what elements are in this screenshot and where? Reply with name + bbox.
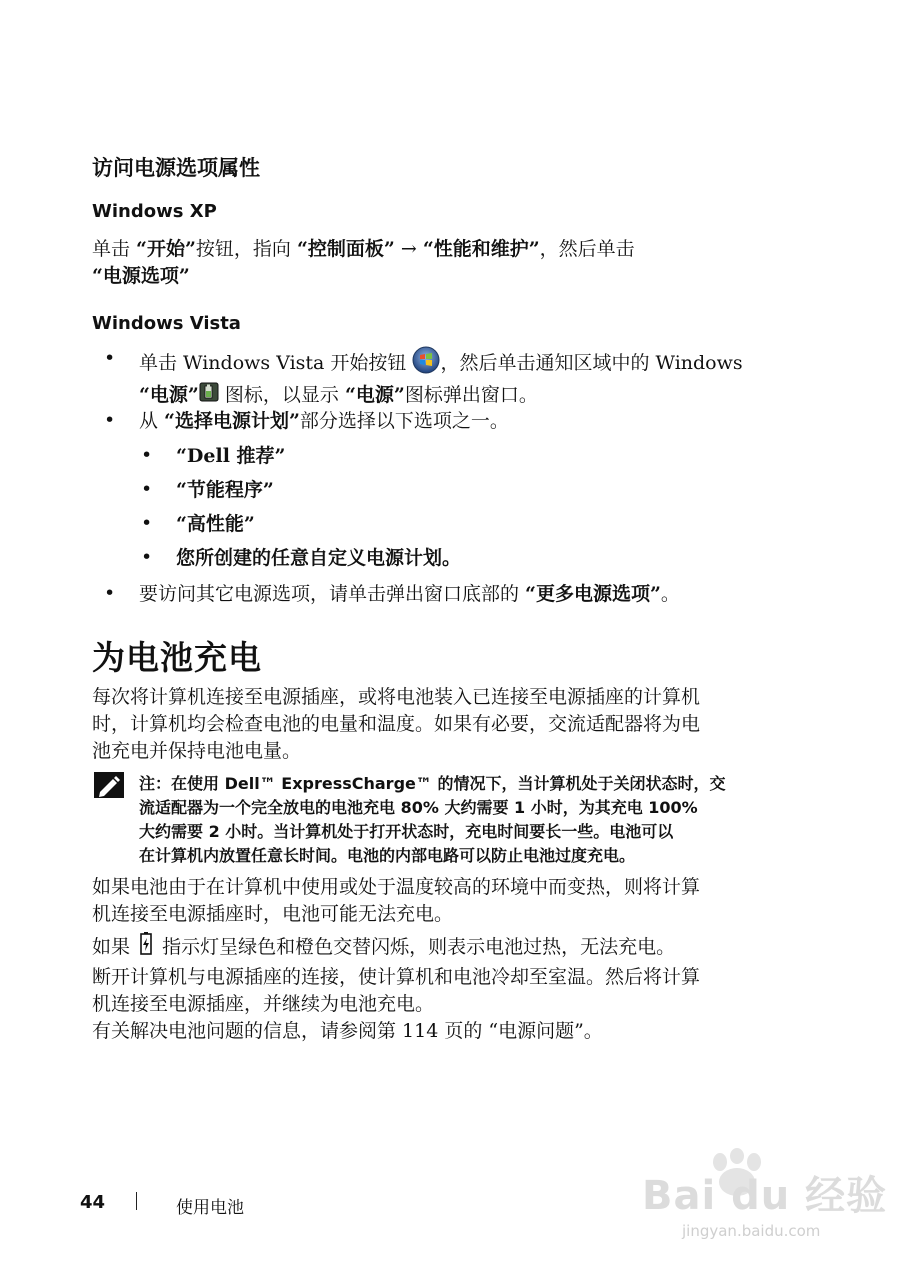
footer-separator: [136, 1192, 137, 1210]
xp-instruction: 单击 “开始”按钮，指向 “控制面板” → “性能和维护”，然后单击 “电源选项”: [92, 238, 635, 287]
bullet: •: [104, 582, 116, 604]
power-meter-icon: [199, 382, 219, 410]
note-label: 注：: [139, 774, 172, 793]
note-pencil-icon: [94, 772, 124, 802]
bullet: •: [141, 478, 153, 500]
section-heading-charging: 为电池充电: [92, 638, 262, 677]
bullet: •: [104, 409, 116, 431]
note-box: 注：在使用 Dell™ ExpressCharge™ 的情况下，当计算机处于关闭状态时，交 流适配器为一个完全放电的电池充电 80% 大约需要 1 小时，为其充电 100% 大约需要 2 小时。当计算机处于打开状态时，充电时间要长一些。电池可以 在计算机内放置任意长时间。电池的内部电路可以防止电池过度充电。: [139, 774, 726, 865]
chapter-title: 使用电池: [176, 1198, 244, 1218]
charging-paragraph-1: 每次将计算机连接至电源插座，或将电池装入已连接至电源插座的计算机 时，计算机均会检查电池的电量和温度。如果有必要，交流适配器将为电 池充电并保持电池电量。: [92, 686, 701, 762]
charging-paragraph-2: 如果电池由于在计算机中使用或处于温度较高的环境中而变热，则将计算 机连接至电源插座时，电池可能无法充电。: [92, 876, 701, 925]
bullet: •: [141, 546, 153, 568]
section-heading-power-options: 访问电源选项属性: [92, 156, 260, 180]
plan-option: “节能程序”: [176, 479, 274, 501]
vista-item-3: 要访问其它电源选项，请单击弹出窗口底部的 “更多电源选项”。: [139, 583, 680, 605]
vista-item-2: 从 “选择电源计划”部分选择以下选项之一。: [139, 410, 509, 432]
charging-paragraph-4: 有关解决电池问题的信息，请参阅第 114 页的 “电源问题”。: [92, 1020, 603, 1042]
plan-option: 您所创建的任意自定义电源计划。: [176, 547, 462, 569]
battery-status-icon: [136, 932, 156, 964]
watermark-brand: Bai du 经验: [642, 1173, 888, 1219]
vista-item-1: 单击 Windows Vista 开始按钮 ，然后单击通知区域中的 Windows “电源” 图标，以显示 “电源”图标弹出窗口。: [139, 346, 819, 410]
bullet: •: [104, 347, 116, 369]
plan-option: “Dell 推荐”: [176, 445, 286, 467]
watermark-url: jingyan.baidu.com: [682, 1222, 821, 1240]
charging-paragraph-3: 如果 指示灯呈绿色和橙色交替闪烁，则表示电池过热，无法充电。 断开计算机与电源插座的连接，使计算机和电池冷却至室温。然后将计算 机连接至电源插座，并继续为电池充电。: [92, 932, 812, 1018]
page-number: 44: [80, 1192, 106, 1213]
windows-start-icon: [412, 346, 440, 382]
bullet: •: [141, 512, 153, 534]
heading-windows-xp: Windows XP: [92, 201, 217, 222]
plan-option: “高性能”: [176, 513, 255, 535]
bullet: •: [141, 444, 153, 466]
heading-windows-vista: Windows Vista: [92, 313, 241, 334]
